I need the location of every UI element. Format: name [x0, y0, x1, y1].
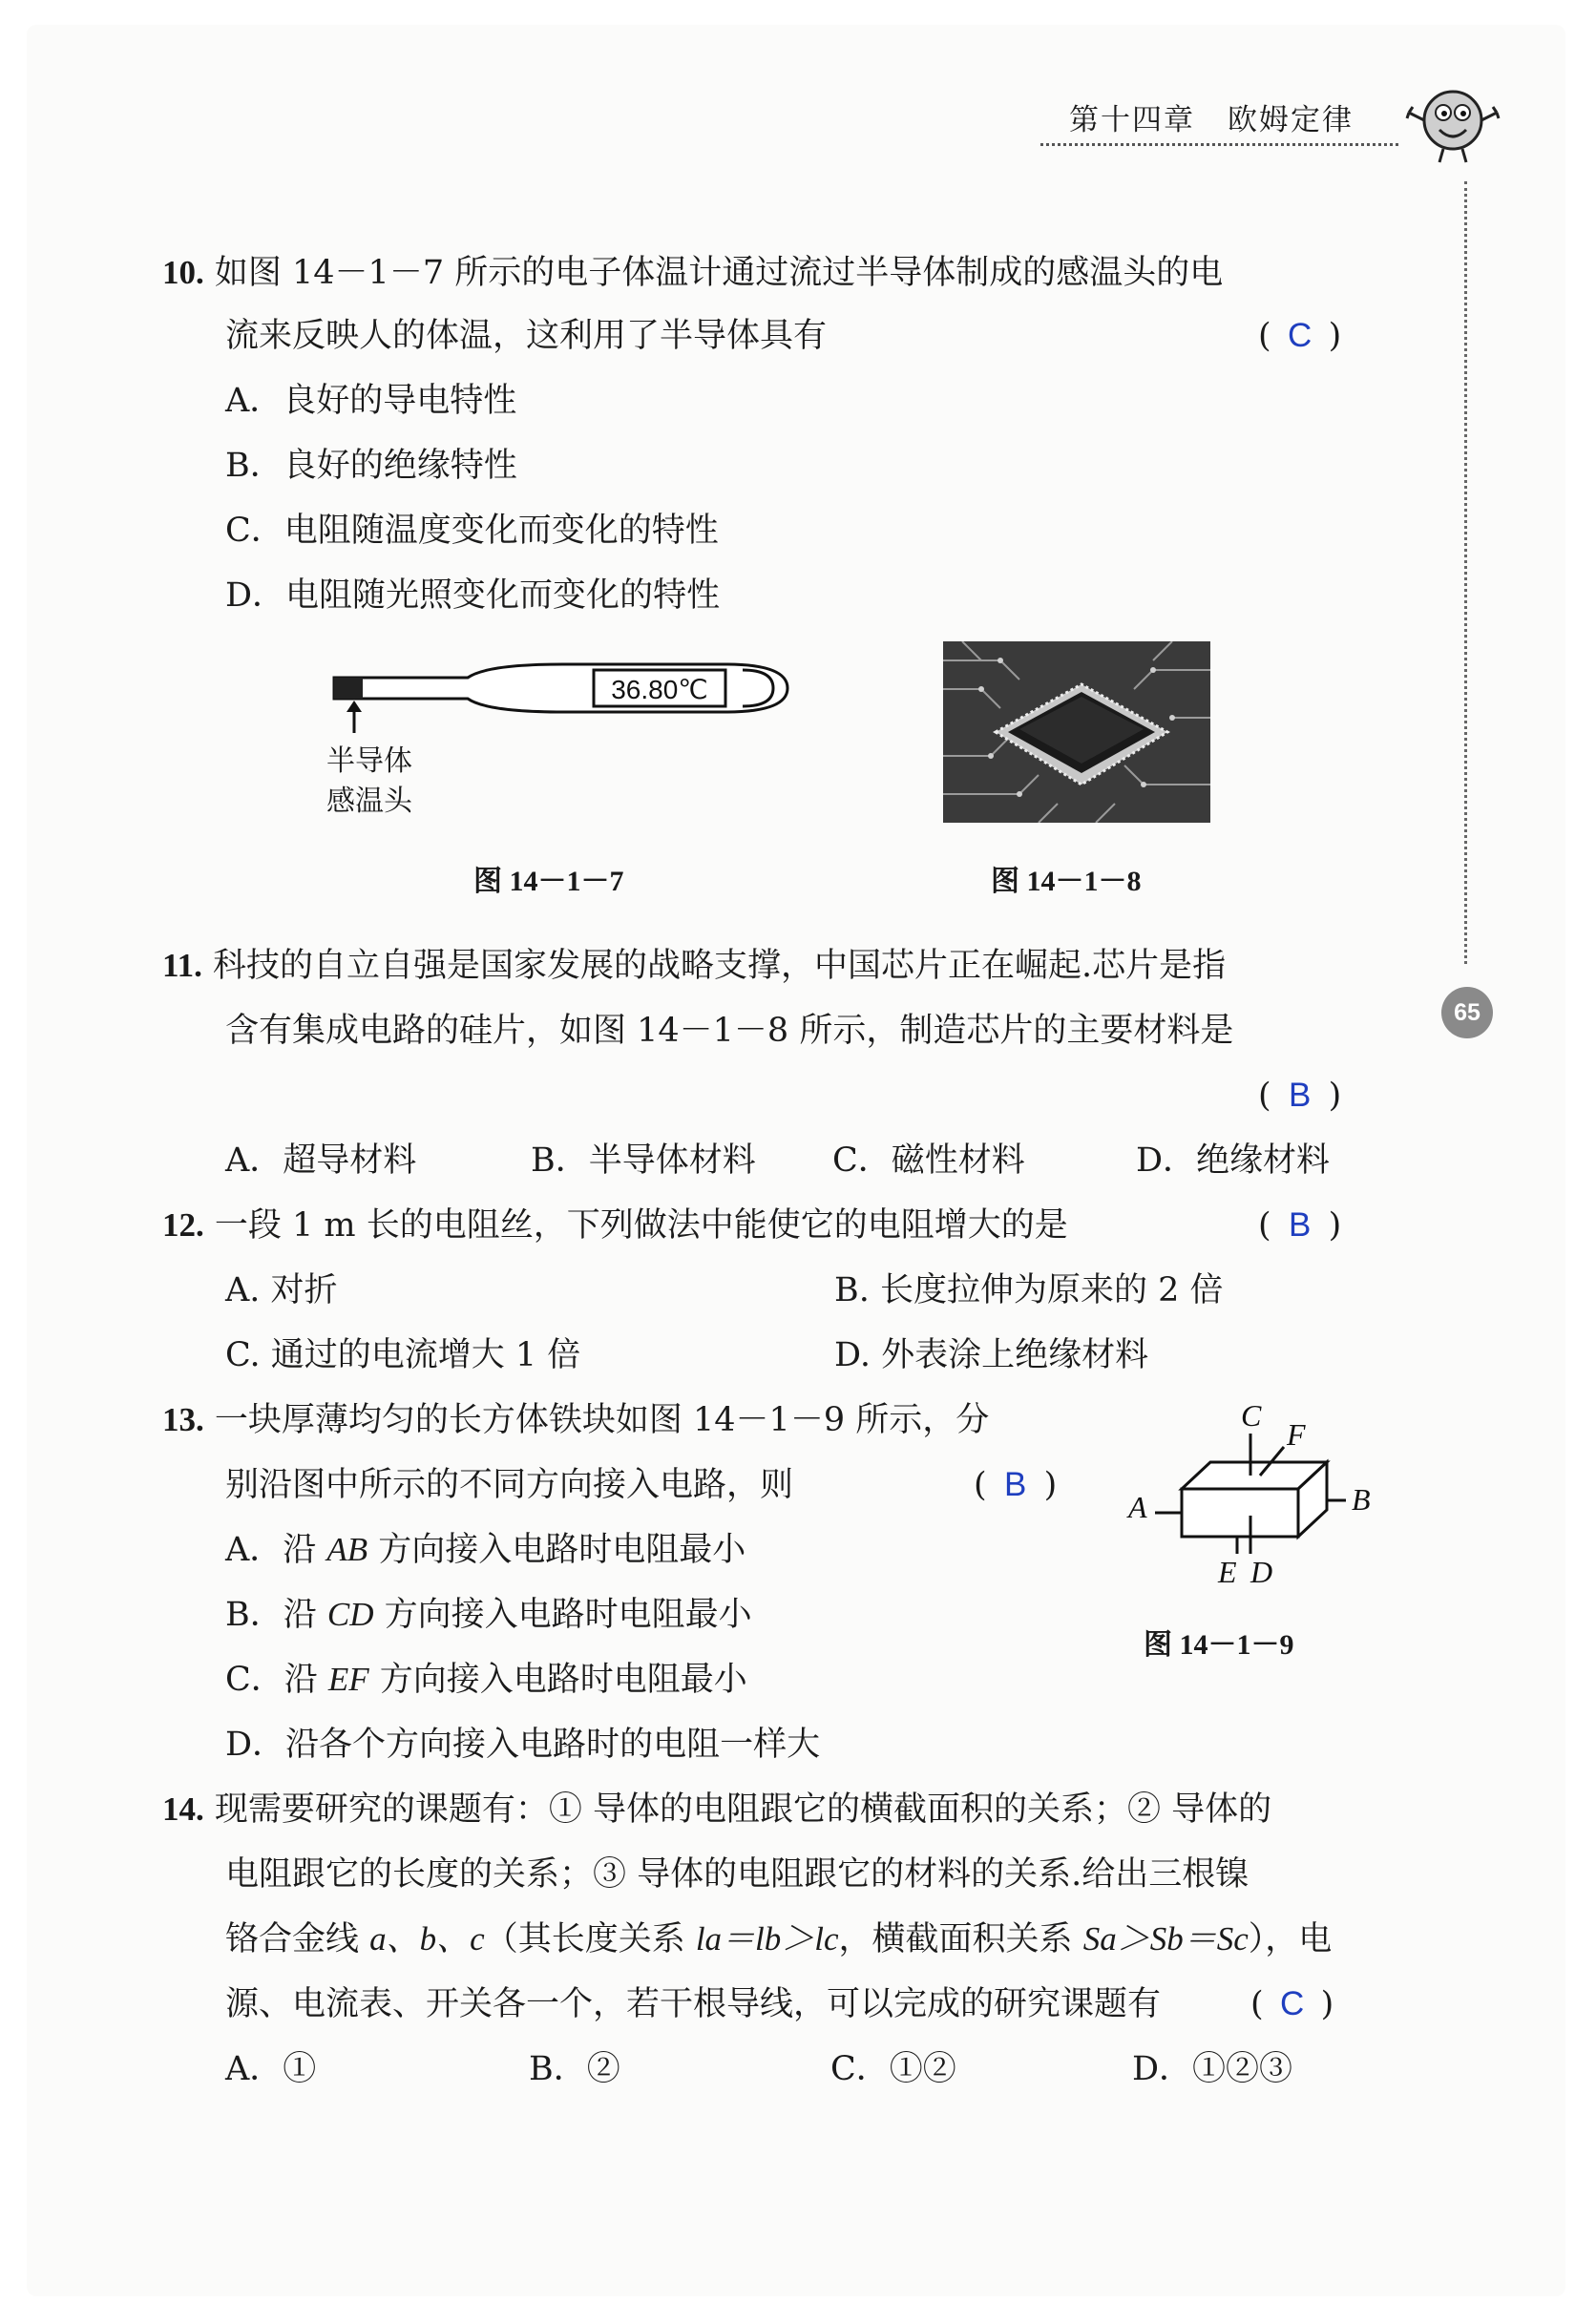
- q10-option-a: A．良好的导电特性: [225, 382, 517, 420]
- q11-option-c: C．磁性材料: [832, 1141, 1025, 1180]
- q14-length-relation: la＝lb＞lc: [695, 1920, 839, 1958]
- page-number: 65: [1441, 987, 1493, 1038]
- chip-photo: [943, 641, 1210, 823]
- q14-wires: a、b、c: [369, 1920, 485, 1958]
- q13-number: 13.: [162, 1401, 204, 1438]
- q13-text2: 别沿图中所示的不同方向接入电路，则: [225, 1466, 794, 1504]
- mascot-icon: [1405, 74, 1501, 170]
- q11-line1: [162, 945, 1226, 987]
- q13-option-b-post: 方向接入电路时电阻最小: [373, 1596, 752, 1634]
- q11-option-a: A．超导材料: [225, 1141, 417, 1180]
- q13-text1: 一块厚薄均匀的长方体铁块如图 14－1－9 所示，分: [214, 1401, 990, 1439]
- q13-line1: [162, 1399, 989, 1441]
- q12-text1: 一段 1 m 长的电阻丝，下列做法中能使它的电阻增大的是: [214, 1206, 1068, 1245]
- side-divider: [1464, 181, 1467, 964]
- q13-option-b-var: CD: [326, 1596, 374, 1633]
- q14-option-a: A．①: [225, 2050, 317, 2088]
- sensor-label-2: 感温头: [326, 785, 412, 818]
- label-c: C: [1241, 1398, 1262, 1433]
- q10-option-d: D．电阻随光照变化而变化的特性: [225, 576, 721, 615]
- q13-option-c-pre: C．沿: [225, 1661, 328, 1699]
- q12-line1: [162, 1204, 1068, 1246]
- fig9-caption: 图 14－1－9: [1144, 1629, 1294, 1661]
- q14-text3c: ，横截面积关系: [838, 1920, 1083, 1958]
- chapter-number: 第十四章: [1069, 103, 1195, 137]
- q13-option-c-var: EF: [327, 1661, 369, 1698]
- q11-text1: 科技的自立自强是国家发展的战略支撑，中国芯片正在崛起.芯片是指: [212, 947, 1227, 985]
- q13-option-a-var: AB: [326, 1531, 368, 1568]
- iron-block-figure: [1117, 1393, 1394, 1603]
- q14-text3a: 铬合金线: [225, 1920, 370, 1958]
- fig8-caption: 图 14－1－8: [991, 866, 1142, 897]
- q13-option-c-post: 方向接入电路时电阻最小: [368, 1661, 747, 1699]
- q10-text1: 如图 14－1－7 所示的电子体温计通过流过半导体制成的感温头的电: [214, 254, 1224, 292]
- q13-option-c: [225, 1659, 747, 1701]
- q12-option-c: C. 通过的电流增大 1 倍: [225, 1336, 581, 1374]
- q13-answer: ( B ): [974, 1466, 1058, 1504]
- q10-line1: [162, 252, 1223, 294]
- q10-option-c: C．电阻随温度变化而变化的特性: [225, 512, 719, 550]
- q13-option-b-pre: B．沿: [225, 1596, 327, 1634]
- chapter-title: 欧姆定律: [1228, 103, 1354, 137]
- q13-option-d-pre: D．沿各个方向接入电路时的电阻一样大: [225, 1726, 821, 1764]
- q11-option-d: D．绝缘材料: [1136, 1141, 1331, 1180]
- q14-text3d: ），电: [1248, 1920, 1333, 1958]
- q10-answer: ( C ): [1258, 317, 1342, 355]
- label-e: E: [1218, 1555, 1237, 1589]
- q13-option-a-post: 方向接入电路时电阻最小: [368, 1531, 746, 1569]
- q12-option-d: D. 外表涂上绝缘材料: [834, 1336, 1149, 1374]
- header-divider: [1040, 143, 1398, 146]
- q13-option-b: [225, 1594, 752, 1636]
- sensor-label-1: 半导体: [326, 744, 412, 778]
- q14-answer-letter: C: [1280, 1985, 1305, 2022]
- q11-text2: 含有集成电路的硅片，如图 14－1－8 所示，制造芯片的主要材料是: [225, 1012, 1234, 1050]
- q14-option-b: B．②: [529, 2050, 620, 2088]
- q11-answer-letter: B: [1288, 1077, 1312, 1114]
- q13-option-d: [225, 1724, 820, 1766]
- q14-area-relation: Sa＞Sb＝Sc: [1082, 1920, 1249, 1958]
- label-d: D: [1250, 1555, 1273, 1589]
- q14-answer: ( C ): [1250, 1985, 1334, 2023]
- q12-option-b: B. 长度拉伸为原来的 2 倍: [834, 1271, 1224, 1309]
- q11-answer: ( B ): [1258, 1077, 1342, 1115]
- q13-option-a: [225, 1529, 746, 1571]
- thermometer-display: 36.80℃: [611, 675, 708, 704]
- q14-option-d: D．①②③: [1132, 2050, 1293, 2088]
- q12-answer: ( B ): [1258, 1206, 1342, 1245]
- q12-answer-letter: B: [1288, 1206, 1312, 1244]
- q10-option-b: B．良好的绝缘特性: [225, 447, 517, 485]
- q14-text4: 源、电流表、开关各一个，若干根导线，可以完成的研究课题有: [225, 1985, 1162, 2023]
- q13-answer-letter: B: [1003, 1466, 1027, 1503]
- q12-number: 12.: [162, 1206, 204, 1244]
- label-b: B: [1352, 1482, 1371, 1517]
- label-a: A: [1128, 1490, 1147, 1524]
- q14-option-c: C．①②: [830, 2050, 956, 2088]
- q13-option-a-pre: A．沿: [225, 1531, 327, 1569]
- q11-option-b: B．半导体材料: [531, 1141, 756, 1180]
- q14-line3: [225, 1918, 1332, 1960]
- label-f: F: [1287, 1417, 1306, 1452]
- q14-line1: [162, 1789, 1271, 1831]
- q14-text3b: （其长度关系: [484, 1920, 696, 1958]
- q14-text1: 现需要研究的课题有：① 导体的电阻跟它的横截面积的关系；② 导体的: [214, 1790, 1272, 1829]
- q14-text2: 电阻跟它的长度的关系；③ 导体的电阻跟它的材料的关系.给出三根镍: [225, 1855, 1250, 1894]
- q10-number: 10.: [162, 254, 204, 291]
- q10-answer-letter: C: [1288, 317, 1312, 354]
- q10-text2: 流来反映人的体温，这利用了半导体具有: [225, 317, 828, 355]
- thermometer-figure: [325, 649, 802, 735]
- q14-number: 14.: [162, 1790, 204, 1828]
- q12-option-a: A. 对折: [225, 1271, 338, 1309]
- q11-number: 11.: [162, 947, 202, 984]
- fig7-caption: 图 14－1－7: [473, 866, 624, 897]
- chapter-header: [1069, 95, 1354, 138]
